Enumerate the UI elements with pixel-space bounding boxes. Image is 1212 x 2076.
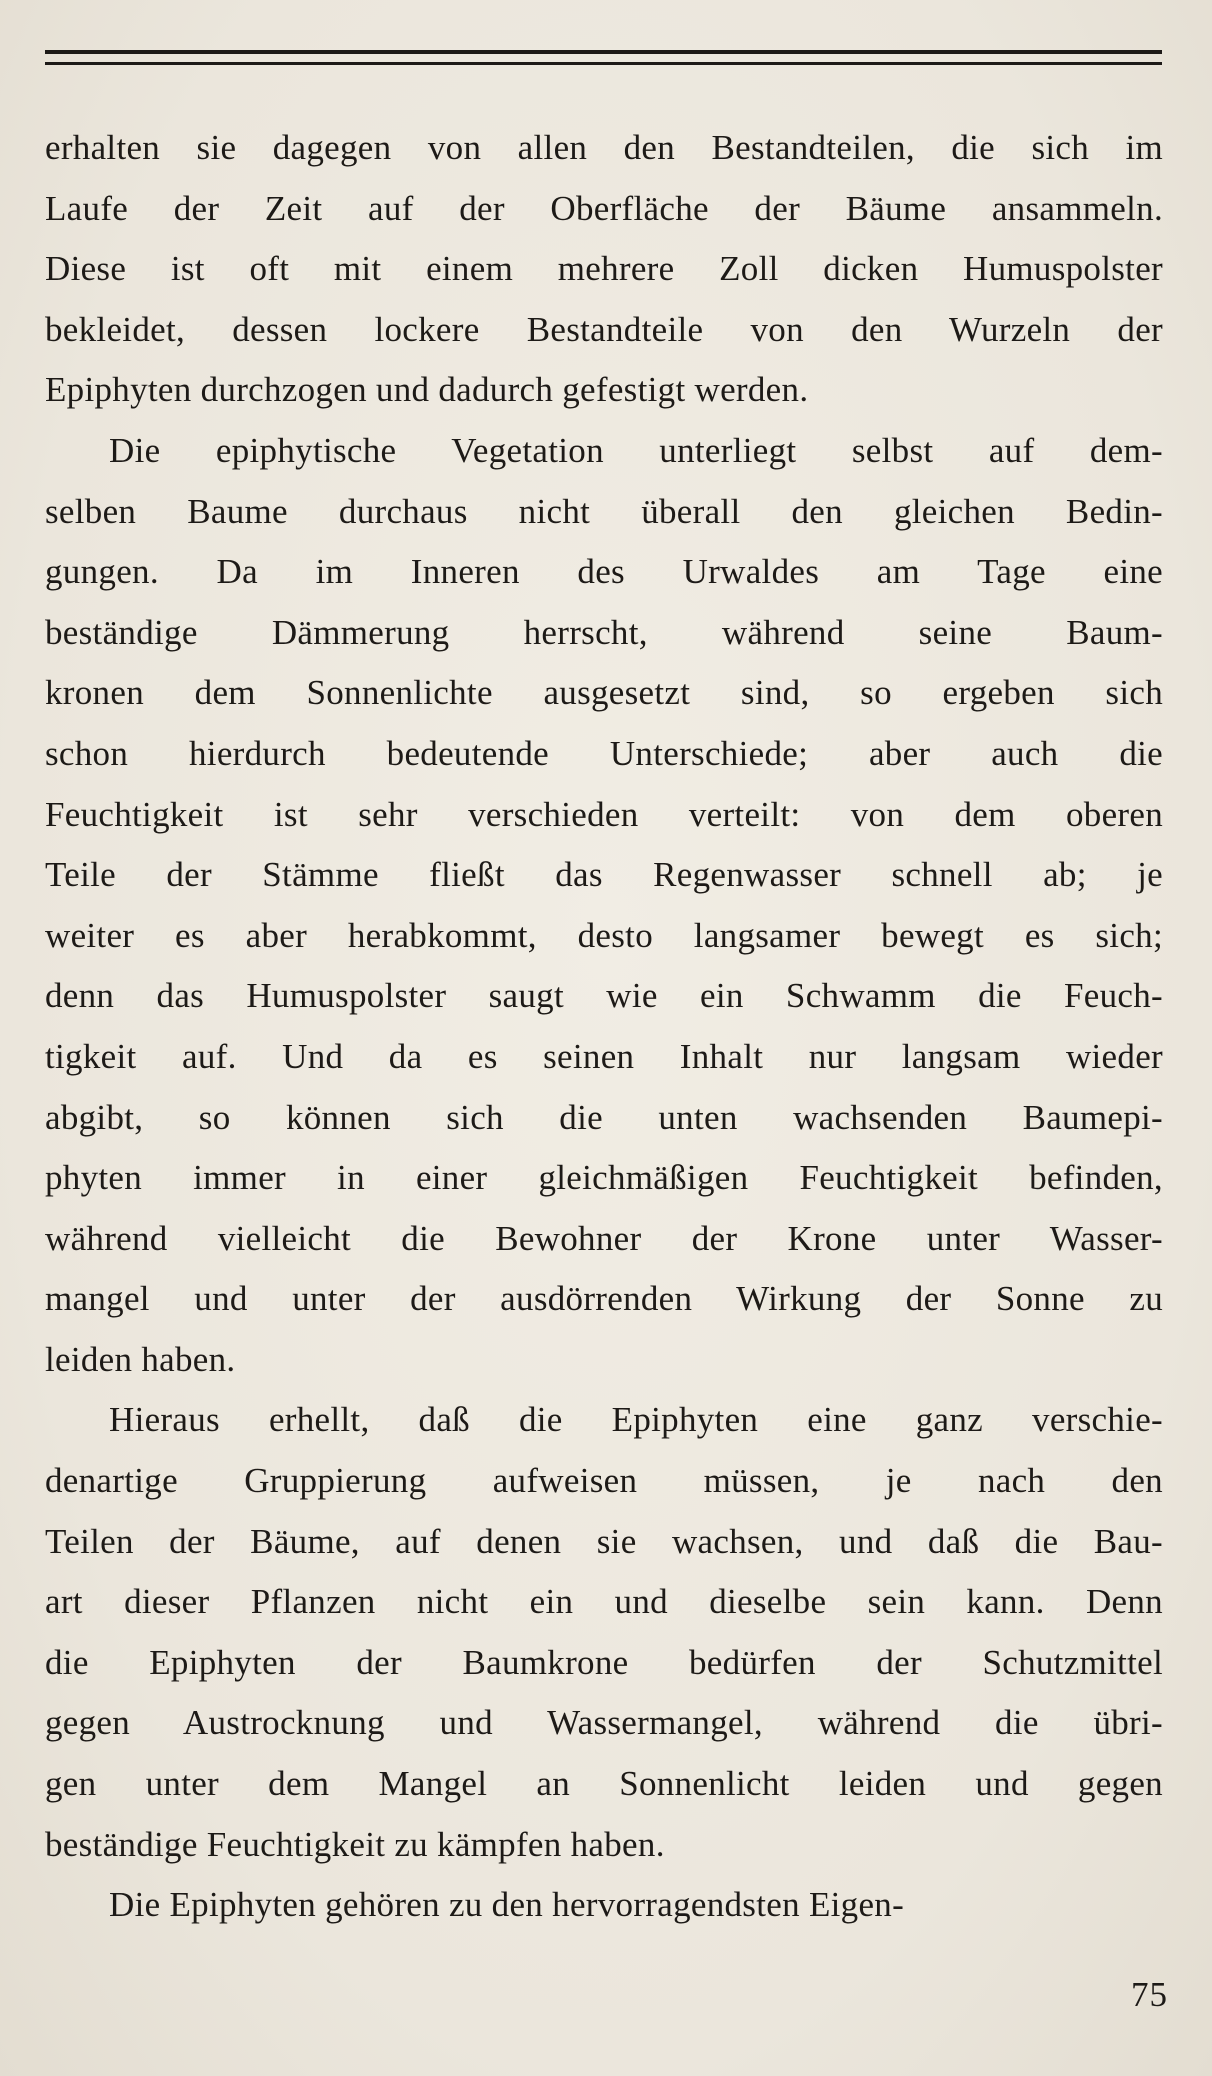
text-line: art dieser Pflanzen nicht ein und dieselbe sein kann. Denn xyxy=(45,1582,1163,1622)
text-line: Epiphyten durchzogen und dadurch gefestigt werden. xyxy=(45,370,809,410)
text-line: Laufe der Zeit auf der Oberfläche der Bäume ansammeln. xyxy=(45,188,1163,228)
text-line: während vielleicht die Bewohner der Krone unter Wasser- xyxy=(45,1218,1163,1258)
text-line: denartige Gruppierung aufweisen müssen, je nach den xyxy=(45,1461,1163,1501)
text-line: schon hierdurch bedeutende Unterschiede; aber auch die xyxy=(45,733,1163,773)
header-double-rule xyxy=(45,50,1162,70)
text-line: leiden haben. xyxy=(45,1339,236,1379)
text-line: gen unter dem Mangel an Sonnenlicht leiden und gegen xyxy=(45,1764,1163,1804)
header-rule-bottom xyxy=(45,62,1162,65)
text-line: erhalten sie dagegen von allen den Bestandteilen, die sich im xyxy=(45,128,1163,167)
text-line: Teile der Stämme fließt das Regenwasser schnell ab; je xyxy=(45,855,1163,895)
text-line: mangel und unter der ausdörrenden Wirkung der Sonne zu xyxy=(45,1279,1163,1319)
paragraph xyxy=(45,421,1163,1391)
text-line: tigkeit auf. Und da es seinen Inhalt nur langsam wieder xyxy=(45,1036,1163,1076)
paragraph xyxy=(45,1875,1163,1936)
text-line: kronen dem Sonnenlichte ausgesetzt sind, so ergeben sich xyxy=(45,673,1163,713)
text-line: bekleidet, dessen lockere Bestandteile von den Wurzeln der xyxy=(45,309,1163,349)
header-rule-top xyxy=(45,50,1162,54)
text-line: die Epiphyten der Baumkrone bedürfen der Schutzmittel xyxy=(45,1642,1163,1682)
paragraph xyxy=(45,1390,1163,1875)
text-line: gegen Austrocknung und Wassermangel, während die übri- xyxy=(45,1703,1163,1743)
text-line: denn das Humuspolster saugt wie ein Schwamm die Feuch- xyxy=(45,976,1163,1016)
page-number: 75 xyxy=(1131,1975,1168,2014)
text-line: phyten immer in einer gleichmäßigen Feuchtigkeit befinden, xyxy=(45,1158,1163,1198)
text-line: Diese ist oft mit einem mehrere Zoll dicken Humuspolster xyxy=(45,249,1163,289)
text-line: Feuchtigkeit ist sehr verschieden verteilt: von dem oberen xyxy=(45,794,1163,834)
text-line: weiter es aber herabkommt, desto langsamer bewegt es sich; xyxy=(45,915,1163,955)
text-line: Die Epiphyten gehören zu den hervorragendsten Eigen- xyxy=(109,1885,905,1925)
text-line: Die epiphytische Vegetation unterliegt selbst auf dem- xyxy=(109,430,1163,470)
text-line: abgibt, so können sich die unten wachsenden Baumepi- xyxy=(45,1097,1163,1137)
text-line: beständige Feuchtigkeit zu kämpfen haben. xyxy=(45,1824,665,1864)
text-line: gungen. Da im Inneren des Urwaldes am Tage eine xyxy=(45,552,1163,592)
text-line: beständige Dämmerung herrscht, während seine Baum- xyxy=(45,612,1163,652)
body-text xyxy=(45,118,1163,1936)
paragraph xyxy=(45,118,1163,421)
text-line: Hieraus erhellt, daß die Epiphyten eine ganz verschie- xyxy=(109,1400,1163,1440)
text-line: Teilen der Bäume, auf denen sie wachsen, und daß die Bau- xyxy=(45,1521,1163,1561)
text-line: selben Baume durchaus nicht überall den gleichen Bedin- xyxy=(45,491,1163,531)
